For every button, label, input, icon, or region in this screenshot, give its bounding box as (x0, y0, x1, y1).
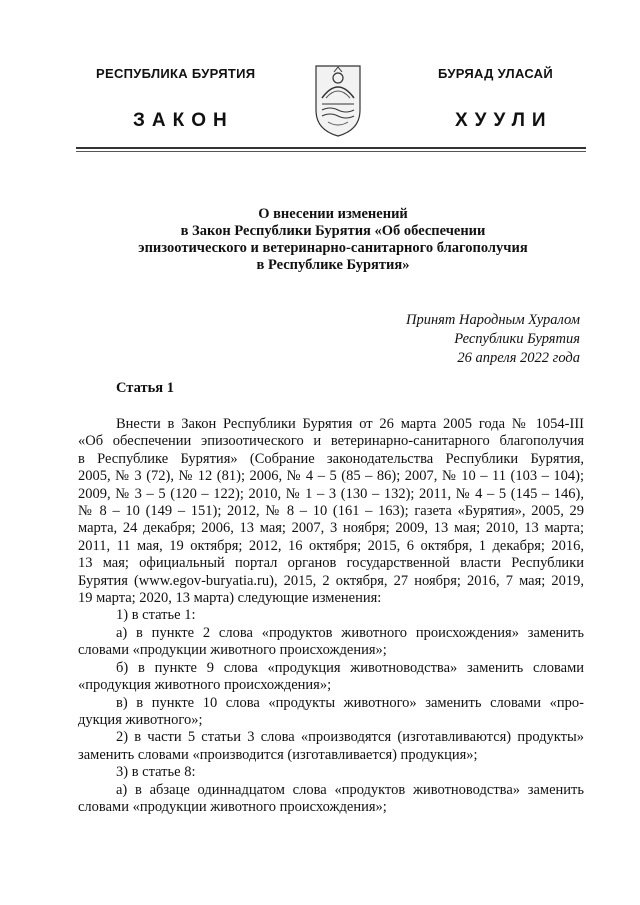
buryatia-coat-of-arms-icon (314, 58, 362, 138)
body-line: словами «продукции животного происхождения»; (78, 798, 387, 815)
body-line: 2011, 11 мая, 19 октября; 2012, 16 октября; 2015, 6 октября, 1 декабря; 2016, (78, 537, 584, 554)
body-line: 2) в части 5 статьи 3 слова «производятся (изготавливаются) продукты» (116, 729, 584, 746)
body-line: № 8 – 10 (149 – 151); 2012, № 8 – 10 (161 – 163); газета «Бурятия», 2005, 29 (78, 503, 584, 520)
body-line: а) в пункте 2 слова «продуктов животного происхождения» заменить (116, 624, 584, 641)
adoption-info (406, 311, 580, 368)
body-line: 19 марта; 2020, 13 марта) следующие изменения: (78, 590, 382, 607)
body-line: а) в абзаце одиннадцатом слова «продуктов животноводства» заменить (116, 781, 584, 798)
body-line: 1) в статье 1: (116, 607, 196, 624)
article-heading: Статья 1 (116, 380, 174, 396)
body-line: в) в пункте 10 слова «продукты животного» заменить словами «про- (116, 694, 584, 711)
body-line: словами «продукции животного происхождения»; (78, 642, 387, 659)
adoption-line: 26 апреля 2022 года (457, 350, 580, 366)
title-line: в Республике Бурятия» (256, 257, 410, 273)
adoption-line: Принят Народным Хуралом (405, 312, 580, 328)
header-divider-thin (76, 151, 586, 152)
body-line: 13 мая; официальный портал органов государственной власти Республики (78, 555, 584, 572)
header-divider (76, 147, 586, 149)
header-republic-buryat: БУРЯАД УЛАСАЙ (438, 66, 554, 81)
body-line: заменить словами «производится (изготавливается) продукция»; (78, 746, 478, 763)
law-title-buryat: ХУУЛИ (455, 110, 553, 131)
body-line: Бурятия (www.egov-buryatia.ru), 2015, 2 октября, 27 ноября; 2016, 7 мая; 2019, (78, 572, 584, 589)
body-line: б) в пункте 9 слова «продукция животноводства» заменить словами (116, 659, 584, 676)
body-line: дукция животного»; (78, 711, 203, 728)
title-line: эпизоотического и ветеринарно-санитарного благополучия (138, 240, 528, 256)
law-title-russian: ЗАКОН (133, 110, 234, 131)
adoption-line: Республики Бурятия (454, 331, 580, 347)
body-line: «продукция животного происхождения»; (78, 677, 332, 694)
header-republic-russian: РЕСПУБЛИКА БУРЯТИЯ (96, 66, 256, 81)
body-line: 2005, № 3 (72), № 12 (81); 2006, № 4 – 5 (85 – 86); 2007, № 10 – 11 (103 – 104); (78, 468, 584, 485)
title-line: О внесении изменений (258, 206, 408, 222)
body-line: марта, 24 декабря; 2006, 13 мая; 2007, 3 ноября; 2009, 13 мая; 2010, 13 марта; (78, 520, 584, 537)
body-line: 2009, № 3 – 5 (120 – 122); 2010, № 1 – 3 (130 – 132); 2011, № 4 – 5 (145 – 146), (78, 485, 584, 502)
article-body (78, 416, 584, 816)
body-line: в Республике Бурятия» (Собрание законодательства Республики Бурятия, (78, 450, 584, 467)
title-line: в Закон Республики Бурятия «Об обеспечении (180, 223, 486, 239)
body-line: «Об обеспечении эпизоотического и ветеринарно-санитарного благополучия (78, 433, 584, 450)
body-line: 3) в статье 8: (116, 764, 196, 781)
body-line: Внести в Закон Республики Бурятия от 26 марта 2005 года № 1054-III (116, 416, 584, 432)
document-title (80, 206, 586, 274)
